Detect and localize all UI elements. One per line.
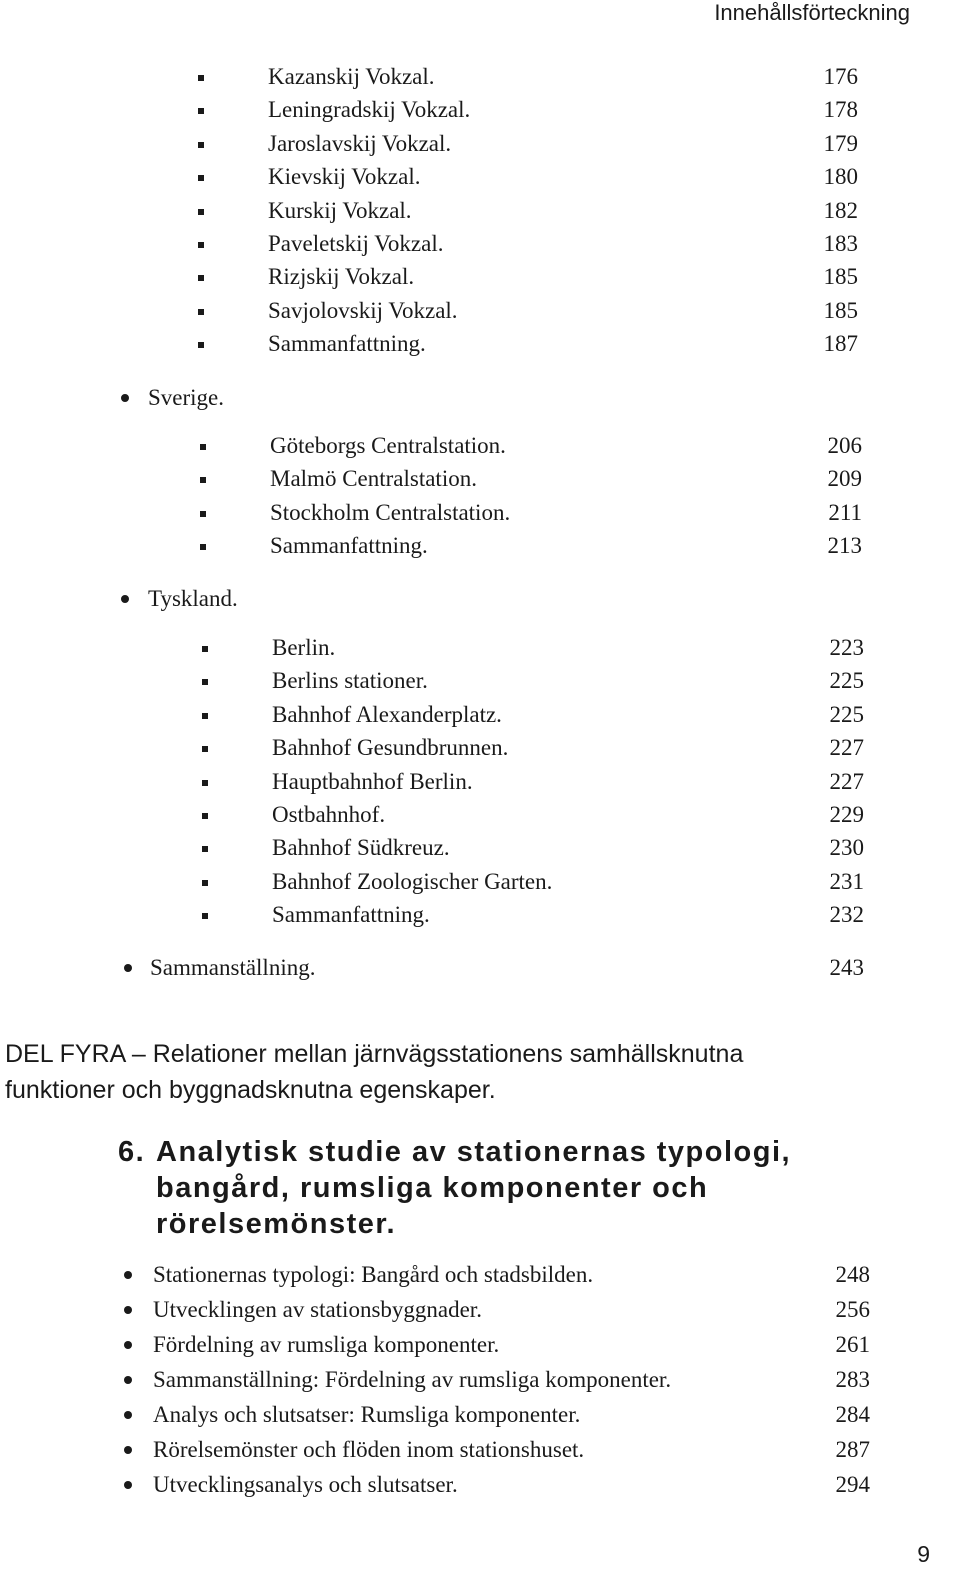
square-bullet-icon bbox=[202, 679, 208, 685]
toc-entry-page: 231 bbox=[829, 868, 864, 894]
running-header: Innehållsförteckning bbox=[714, 0, 910, 25]
section-label: Sverige. bbox=[148, 385, 225, 410]
square-bullet-icon bbox=[198, 108, 204, 114]
toc-entry[interactable] bbox=[0, 466, 960, 499]
toc-entry-label: Berlins stationer. bbox=[272, 668, 428, 694]
toc-entry-label: Bahnhof Alexanderplatz. bbox=[272, 701, 502, 727]
toc-entry[interactable] bbox=[0, 835, 960, 868]
square-bullet-icon bbox=[202, 880, 208, 886]
toc-entry-label: Hauptbahnhof Berlin. bbox=[272, 768, 473, 794]
square-bullet-icon bbox=[200, 511, 206, 517]
square-bullet-icon bbox=[200, 544, 206, 550]
toc-entry[interactable] bbox=[0, 735, 960, 768]
square-bullet-icon bbox=[198, 142, 204, 148]
toc-entry-label: Bahnhof Gesundbrunnen. bbox=[272, 735, 509, 761]
square-bullet-icon bbox=[198, 75, 204, 81]
round-bullet-icon bbox=[124, 1411, 132, 1419]
toc-entry-page: 283 bbox=[835, 1367, 870, 1392]
toc-entry-page: 230 bbox=[829, 835, 864, 861]
toc-entry-label: Malmö Centralstation. bbox=[270, 466, 477, 492]
square-bullet-icon bbox=[198, 275, 204, 281]
toc-entry[interactable] bbox=[0, 802, 960, 835]
toc-entry-label: Rizjskij Vokzal. bbox=[268, 264, 415, 290]
toc-entry-page: 227 bbox=[829, 768, 864, 794]
square-bullet-icon bbox=[198, 342, 204, 348]
toc-section-tyskland[interactable] bbox=[0, 586, 960, 616]
toc-entry-label: Utvecklingen av stationsbyggnader. bbox=[153, 1297, 482, 1322]
sweden-station-list bbox=[0, 433, 960, 567]
toc-entry-page: 225 bbox=[829, 701, 864, 727]
toc-entry-label: Analys och slutsatser: Rumsliga komponenter. bbox=[153, 1402, 581, 1427]
square-bullet-icon bbox=[202, 913, 208, 919]
toc-entry-page: 284 bbox=[835, 1402, 870, 1427]
toc-entry[interactable] bbox=[0, 1402, 960, 1437]
toc-entry-label: Kurskij Vokzal. bbox=[268, 197, 412, 223]
toc-entry-label: Göteborgs Centralstation. bbox=[270, 433, 506, 458]
toc-entry[interactable] bbox=[0, 164, 960, 197]
toc-entry[interactable] bbox=[0, 433, 960, 466]
round-bullet-icon bbox=[124, 1271, 132, 1279]
toc-entry-page: 227 bbox=[829, 735, 864, 761]
toc-entry-page: 187 bbox=[823, 331, 858, 357]
toc-entry[interactable] bbox=[0, 1437, 960, 1472]
toc-entry-label: Bahnhof Zoologischer Garten. bbox=[272, 868, 553, 894]
square-bullet-icon bbox=[202, 813, 208, 819]
toc-entry-page: 180 bbox=[823, 164, 858, 190]
toc-entry[interactable] bbox=[0, 64, 960, 97]
toc-entry[interactable] bbox=[0, 1367, 960, 1402]
toc-entry[interactable] bbox=[0, 331, 960, 364]
round-bullet-icon bbox=[124, 1341, 132, 1349]
toc-entry-page: 179 bbox=[823, 130, 858, 156]
toc-section-sverige[interactable] bbox=[0, 385, 960, 415]
chapter-entry-list bbox=[0, 1262, 960, 1507]
toc-entry-page: 178 bbox=[823, 97, 858, 123]
round-bullet-icon bbox=[124, 1446, 132, 1454]
round-bullet-icon bbox=[124, 1306, 132, 1314]
toc-entry-label: Rörelsemönster och flöden inom stationshuset. bbox=[153, 1437, 585, 1462]
section-label: Sammanställning. bbox=[150, 955, 316, 980]
toc-entry-page: 232 bbox=[829, 902, 864, 928]
toc-entry-page: 225 bbox=[829, 668, 864, 694]
toc-entry-label: Sammanfattning. bbox=[268, 331, 426, 357]
toc-entry-label: Berlin. bbox=[272, 635, 336, 660]
toc-entry-label: Utvecklingsanalys och slutsatser. bbox=[153, 1472, 458, 1497]
toc-entry-page: 229 bbox=[829, 801, 864, 827]
toc-entry-page: 183 bbox=[823, 230, 858, 256]
toc-entry[interactable] bbox=[0, 902, 960, 935]
toc-entry[interactable] bbox=[0, 97, 960, 130]
square-bullet-icon bbox=[202, 846, 208, 852]
toc-entry[interactable] bbox=[0, 1472, 960, 1507]
toc-entry-page: 287 bbox=[835, 1437, 870, 1462]
toc-entry[interactable] bbox=[0, 500, 960, 533]
square-bullet-icon bbox=[198, 209, 204, 215]
toc-entry[interactable] bbox=[0, 131, 960, 164]
toc-entry-page: 211 bbox=[828, 499, 862, 525]
square-bullet-icon bbox=[202, 713, 208, 719]
toc-entry-label: Paveletskij Vokzal. bbox=[268, 230, 444, 256]
toc-entry-page: 223 bbox=[829, 635, 864, 660]
square-bullet-icon bbox=[202, 780, 208, 786]
toc-entry[interactable] bbox=[0, 533, 960, 566]
toc-entry-page: 209 bbox=[827, 466, 862, 492]
square-bullet-icon bbox=[200, 444, 206, 450]
section-label: Tyskland. bbox=[148, 586, 238, 611]
toc-entry[interactable] bbox=[0, 769, 960, 802]
round-bullet-icon bbox=[124, 1376, 132, 1384]
toc-entry-label: Stationernas typologi: Bangård och stadsbilden. bbox=[153, 1262, 594, 1287]
toc-entry-label: Sammanfattning. bbox=[272, 902, 430, 928]
square-bullet-icon bbox=[198, 175, 204, 181]
toc-entry[interactable] bbox=[0, 231, 960, 264]
toc-entry-page: 256 bbox=[835, 1297, 870, 1322]
toc-entry-label: Sammanfattning. bbox=[270, 533, 428, 559]
toc-entry-page: 248 bbox=[835, 1262, 870, 1287]
chapter-heading bbox=[118, 1134, 838, 1242]
toc-entry-page: 294 bbox=[835, 1472, 870, 1497]
toc-entry-page: 185 bbox=[823, 264, 858, 290]
toc-entry-label: Stockholm Centralstation. bbox=[270, 499, 511, 525]
page-number: 9 bbox=[917, 1541, 930, 1567]
toc-entry-label: Savjolovskij Vokzal. bbox=[268, 297, 458, 323]
toc-entry[interactable] bbox=[0, 668, 960, 701]
toc-entry[interactable] bbox=[0, 1262, 960, 1297]
germany-station-list bbox=[0, 635, 960, 936]
toc-entry-label: Jaroslavskij Vokzal. bbox=[268, 130, 452, 156]
toc-entry-page: 206 bbox=[827, 433, 862, 458]
toc-entry-page: 182 bbox=[823, 197, 858, 223]
toc-entry-label: Leningradskij Vokzal. bbox=[268, 97, 471, 123]
toc-entry-label: Fördelning av rumsliga komponenter. bbox=[153, 1332, 500, 1357]
toc-entry-label: Bahnhof Südkreuz. bbox=[272, 835, 450, 861]
round-bullet-icon bbox=[121, 394, 129, 402]
toc-entry-label: Sammanställning: Fördelning av rumsliga komponenter. bbox=[153, 1367, 672, 1392]
round-bullet-icon bbox=[124, 964, 132, 972]
toc-entry[interactable] bbox=[0, 869, 960, 902]
toc-entry[interactable] bbox=[0, 702, 960, 735]
toc-entry[interactable] bbox=[0, 264, 960, 297]
toc-section-sammanstallning[interactable] bbox=[0, 955, 960, 985]
toc-entry[interactable] bbox=[0, 1332, 960, 1367]
toc-entry-page: 213 bbox=[827, 533, 862, 559]
toc-entry-label: Kievskij Vokzal. bbox=[268, 164, 421, 190]
square-bullet-icon bbox=[202, 646, 208, 652]
toc-entry[interactable] bbox=[0, 635, 960, 668]
section-page: 243 bbox=[829, 955, 864, 980]
square-bullet-icon bbox=[198, 242, 204, 248]
part-heading: DEL FYRA – Relationer mellan järnvägsstationens samhällsknutna funktioner och byggnadsknutna egenskaper. bbox=[5, 1040, 744, 1104]
toc-entry-page: 261 bbox=[835, 1332, 870, 1357]
toc-entry-page: 185 bbox=[823, 297, 858, 323]
toc-entry[interactable] bbox=[0, 198, 960, 231]
square-bullet-icon bbox=[198, 309, 204, 315]
chapter-number: 6. bbox=[118, 1136, 146, 1168]
toc-entry-label: Ostbahnhof. bbox=[272, 801, 386, 827]
russia-station-list bbox=[0, 64, 960, 365]
toc-entry[interactable] bbox=[0, 1297, 960, 1332]
toc-entry-page: 176 bbox=[823, 64, 858, 89]
toc-entry-label: Kazanskij Vokzal. bbox=[268, 64, 435, 89]
toc-entry[interactable] bbox=[0, 298, 960, 331]
square-bullet-icon bbox=[200, 477, 206, 483]
square-bullet-icon bbox=[202, 746, 208, 752]
chapter-title: Analytisk studie av stationernas typologi, bangård, rumsliga komponenter och rörelsemönster. bbox=[156, 1136, 792, 1240]
round-bullet-icon bbox=[121, 595, 129, 603]
round-bullet-icon bbox=[124, 1481, 132, 1489]
